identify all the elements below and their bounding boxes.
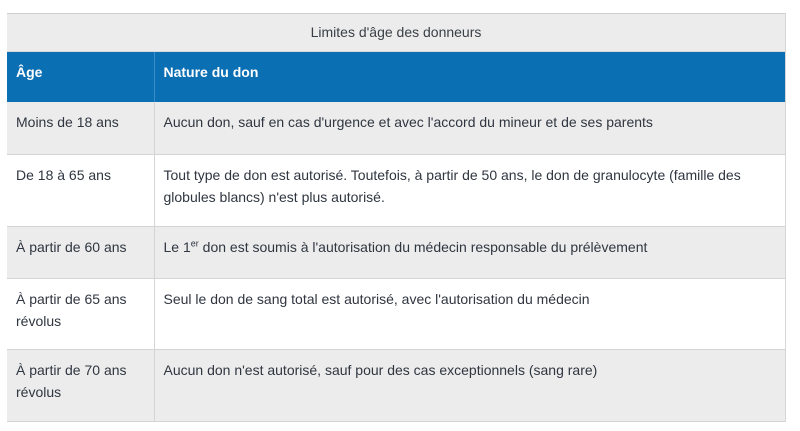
age-cell: À partir de 65 ans révolus [7, 278, 154, 349]
table-row [7, 349, 785, 421]
nature-cell: Seul le don de sang total est autorisé, avec l'autorisation du médecin [154, 278, 785, 349]
nature-suffix: don est soumis à l'autorisation du médecin responsable du prélèvement [198, 238, 648, 255]
nature-cell [154, 226, 785, 278]
age-cell: Moins de 18 ans [7, 102, 154, 154]
nature-prefix: Le 1 [163, 238, 191, 255]
table-body [7, 102, 785, 421]
table-row [7, 278, 785, 349]
age-cell: À partir de 60 ans [7, 226, 154, 278]
age-limits-table-container [7, 13, 786, 422]
ordinal-superscript: er [190, 237, 199, 248]
age-cell: À partir de 70 ans révolus [7, 349, 154, 421]
nature-cell: Tout type de don est autorisé. Toutefois, à partir de 50 ans, le don de granulocyte (famille des globules blancs) n'est plus autorisé. [154, 154, 785, 226]
table-row [7, 154, 785, 226]
age-cell: De 18 à 65 ans [7, 154, 154, 226]
table-caption: Limites d'âge des donneurs [7, 13, 785, 52]
column-header-age: Âge [7, 52, 154, 102]
table-row [7, 102, 785, 154]
table-row [7, 226, 785, 278]
header-row [7, 52, 785, 102]
nature-cell: Aucun don, sauf en cas d'urgence et avec l'accord du mineur et de ses parents [154, 102, 785, 154]
nature-cell: Aucun don n'est autorisé, sauf pour des cas exceptionnels (sang rare) [154, 349, 785, 421]
age-limits-table [7, 52, 785, 422]
table-header [7, 52, 785, 102]
column-header-nature: Nature du don [154, 52, 785, 102]
